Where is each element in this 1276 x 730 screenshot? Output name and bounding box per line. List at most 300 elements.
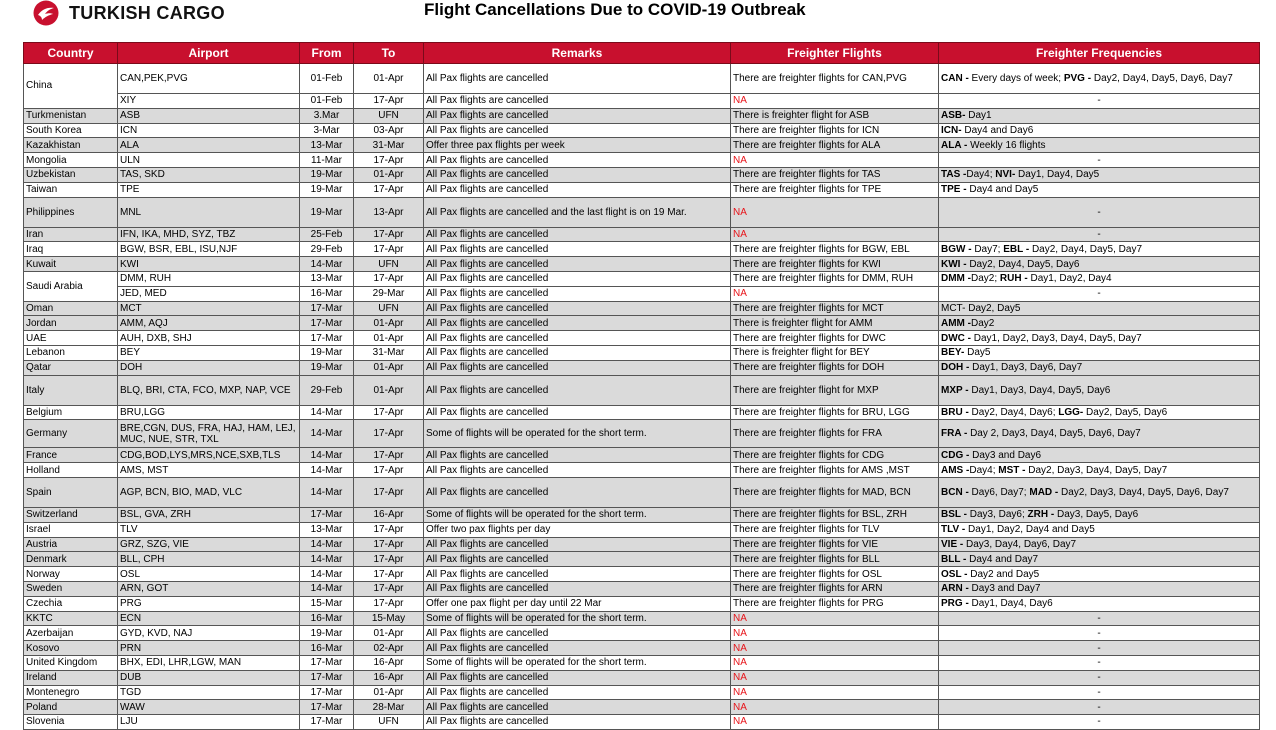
freighter-frequencies-cell <box>939 567 1260 582</box>
remarks-cell: Some of flights will be operated for the short term. <box>424 611 731 626</box>
airport-code-label: CAN - <box>941 73 969 84</box>
from-cell: 19-Mar <box>300 626 354 641</box>
from-cell: 14-Mar <box>300 552 354 567</box>
country-cell: Kazakhistan <box>24 138 118 153</box>
freighter-flights-cell: There are freighter flights for TPE <box>731 182 939 197</box>
airport-code-label: MAD - <box>1029 486 1059 498</box>
to-cell: 17-Apr <box>354 153 424 168</box>
to-cell: 01-Apr <box>354 360 424 375</box>
table-header-row <box>24 43 1260 64</box>
country-cell: Uzbekistan <box>24 167 118 182</box>
airport-cell: PRG <box>118 596 300 611</box>
remarks-cell: All Pax flights are cancelled <box>424 537 731 552</box>
to-cell: 17-Apr <box>354 271 424 286</box>
freighter-flights-cell: NA <box>731 685 939 700</box>
airport-code-label: RUH - <box>999 273 1028 285</box>
airport-cell: TGD <box>118 685 300 700</box>
freighter-frequencies-cell <box>939 581 1260 596</box>
to-cell: 29-Mar <box>354 286 424 301</box>
freighter-frequencies-cell <box>939 108 1260 123</box>
remarks-cell: All Pax flights are cancelled <box>424 331 731 346</box>
freighter-flights-cell: NA <box>731 670 939 685</box>
column-header-remarks: Remarks <box>424 43 731 64</box>
turkish-airlines-bird-icon <box>33 0 59 26</box>
to-cell: 16-Apr <box>354 670 424 685</box>
table-row <box>24 477 1260 507</box>
country-cell: China <box>24 64 118 109</box>
freighter-frequencies-cell: - <box>939 611 1260 626</box>
to-cell: 17-Apr <box>354 596 424 611</box>
airport-cell: ARN, GOT <box>118 581 300 596</box>
airport-cell: TAS, SKD <box>118 167 300 182</box>
freighter-flights-cell: There are freighter flights for MAD, BCN <box>731 477 939 507</box>
frequency-text: Day4 and Day5 <box>966 184 1039 196</box>
freighter-frequencies-cell <box>939 182 1260 197</box>
table-row <box>24 507 1260 522</box>
country-cell: Kosovo <box>24 641 118 656</box>
airport-code-label: BCN - <box>941 486 969 498</box>
to-cell: 17-Apr <box>354 242 424 257</box>
frequency-text: Day1, Day4, Day6 <box>968 598 1053 610</box>
country-cell: Germany <box>24 420 118 448</box>
airport-cell: LJU <box>118 715 300 730</box>
freighter-flights-cell: There are freighter flight for MXP <box>731 375 939 405</box>
remarks-cell: All Pax flights are cancelled <box>424 286 731 301</box>
table-row <box>24 375 1260 405</box>
remarks-cell: All Pax flights are cancelled <box>424 641 731 656</box>
freighter-frequencies-cell <box>939 331 1260 346</box>
frequency-text: Day6, Day7; <box>968 486 1030 498</box>
freighter-frequencies-cell <box>939 477 1260 507</box>
airport-cell: AMM, AQJ <box>118 316 300 331</box>
freighter-frequencies-cell: - <box>939 700 1260 715</box>
turkish-cargo-logo <box>33 0 225 26</box>
airport-code-label: DMM - <box>941 273 971 285</box>
table-row <box>24 700 1260 715</box>
freighter-flights-cell: NA <box>731 227 939 242</box>
airport-code-label: OSL - <box>941 568 968 580</box>
country-cell: Taiwan <box>24 182 118 197</box>
country-cell: Norway <box>24 567 118 582</box>
airport-code-label: MST - <box>998 464 1026 476</box>
freighter-frequencies-cell <box>939 301 1260 316</box>
freighter-flights-cell: There is freighter flight for AMM <box>731 316 939 331</box>
airport-code-label: KWI - <box>941 258 967 270</box>
frequency-text: Day3, Day4, Day6, Day7 <box>963 538 1077 550</box>
remarks-cell: All Pax flights are cancelled <box>424 463 731 478</box>
frequency-text: Day4 and Day6 <box>961 124 1034 136</box>
column-header-to: To <box>354 43 424 64</box>
remarks-cell: All Pax flights are cancelled <box>424 167 731 182</box>
frequency-text: Day2, Day5, Day6 <box>1083 406 1168 418</box>
table-row <box>24 138 1260 153</box>
from-cell: 17-Mar <box>300 700 354 715</box>
table-row <box>24 670 1260 685</box>
remarks-cell: All Pax flights are cancelled <box>424 301 731 316</box>
airport-code-label: ASB- <box>941 110 966 122</box>
table-body <box>24 64 1260 730</box>
to-cell: UFN <box>354 108 424 123</box>
column-header-freighter-flights: Freighter Flights <box>731 43 939 64</box>
to-cell: 03-Apr <box>354 123 424 138</box>
airport-cell: OSL <box>118 567 300 582</box>
table-row <box>24 626 1260 641</box>
frequency-text: Day1, Day2, Day3, Day4, Day5, Day7 <box>971 332 1142 344</box>
freighter-flights-cell: There are freighter flights for DMM, RUH <box>731 271 939 286</box>
frequency-text: MCT- Day2, Day5 <box>941 302 1021 314</box>
remarks-cell: All Pax flights are cancelled <box>424 64 731 94</box>
freighter-frequencies-cell: - <box>939 153 1260 168</box>
to-cell: 31-Mar <box>354 345 424 360</box>
table-row <box>24 331 1260 346</box>
freighter-frequencies-cell <box>939 463 1260 478</box>
to-cell: 02-Apr <box>354 641 424 656</box>
freighter-flights-cell: NA <box>731 94 939 109</box>
airport-cell: IFN, IKA, MHD, SYZ, TBZ <box>118 227 300 242</box>
country-cell: UAE <box>24 331 118 346</box>
remarks-cell: All Pax flights are cancelled <box>424 108 731 123</box>
to-cell: 17-Apr <box>354 94 424 109</box>
country-cell: Holland <box>24 463 118 478</box>
airport-code-label: ALA - <box>941 139 968 151</box>
frequency-text: Day4; <box>969 464 999 476</box>
airport-cell: ULN <box>118 153 300 168</box>
country-cell: Sweden <box>24 581 118 596</box>
freighter-frequencies-cell <box>939 375 1260 405</box>
column-header-freighter-frequencies: Freighter Frequencies <box>939 43 1260 64</box>
airport-cell: MNL <box>118 197 300 227</box>
from-cell: 16-Mar <box>300 641 354 656</box>
from-cell: 14-Mar <box>300 477 354 507</box>
from-cell: 14-Mar <box>300 448 354 463</box>
frequency-text: Day1 <box>965 110 992 122</box>
table-row <box>24 316 1260 331</box>
airport-code-label: TAS - <box>941 169 967 181</box>
country-cell: United Kingdom <box>24 655 118 670</box>
remarks-cell: All Pax flights are cancelled <box>424 345 731 360</box>
table-row <box>24 537 1260 552</box>
freighter-frequencies-cell <box>939 242 1260 257</box>
remarks-cell: All Pax flights are cancelled and the last flight is on 19 Mar. <box>424 197 731 227</box>
freighter-frequencies-cell <box>939 537 1260 552</box>
from-cell: 16-Mar <box>300 611 354 626</box>
to-cell: 01-Apr <box>354 331 424 346</box>
airport-code-label: BGW - <box>941 243 972 255</box>
airport-code-label: AMM - <box>941 317 971 329</box>
to-cell: 31-Mar <box>354 138 424 153</box>
airport-cell: DMM, RUH <box>118 271 300 286</box>
freighter-frequencies-cell <box>939 271 1260 286</box>
frequency-text: Day2, Day4, Day6; <box>968 406 1059 418</box>
from-cell: 01-Feb <box>300 64 354 94</box>
freighter-frequencies-cell <box>939 420 1260 448</box>
from-cell: 17-Mar <box>300 507 354 522</box>
frequency-text: Day2, Day3, Day4, Day5, Day6, Day7 <box>1058 486 1229 498</box>
frequency-text: Day3 and Day7 <box>968 583 1041 595</box>
airport-code-label: PRG - <box>941 598 969 610</box>
frequency-text: Day4; <box>966 169 996 181</box>
cancellations-table <box>23 42 1260 730</box>
airport-cell: GRZ, SZG, VIE <box>118 537 300 552</box>
table-row <box>24 405 1260 420</box>
country-cell: Iran <box>24 227 118 242</box>
airport-cell: DOH <box>118 360 300 375</box>
table-row <box>24 345 1260 360</box>
to-cell: 17-Apr <box>354 552 424 567</box>
table-row <box>24 463 1260 478</box>
country-cell: Poland <box>24 700 118 715</box>
to-cell: 01-Apr <box>354 316 424 331</box>
remarks-cell: Some of flights will be operated for the short term. <box>424 507 731 522</box>
table-row <box>24 567 1260 582</box>
airport-cell: AUH, DXB, SHJ <box>118 331 300 346</box>
table-row <box>24 420 1260 448</box>
table-row <box>24 685 1260 700</box>
to-cell: UFN <box>354 301 424 316</box>
remarks-cell: All Pax flights are cancelled <box>424 360 731 375</box>
to-cell: 01-Apr <box>354 626 424 641</box>
airport-code-label: BLL - <box>941 553 967 565</box>
to-cell: 17-Apr <box>354 227 424 242</box>
airport-cell: TLV <box>118 522 300 537</box>
remarks-cell: All Pax flights are cancelled <box>424 685 731 700</box>
airport-cell: BEY <box>118 345 300 360</box>
from-cell: 3.Mar <box>300 108 354 123</box>
from-cell: 13-Mar <box>300 271 354 286</box>
from-cell: 11-Mar <box>300 153 354 168</box>
airport-code-label: VIE - <box>941 538 964 550</box>
table-row <box>24 655 1260 670</box>
from-cell: 14-Mar <box>300 463 354 478</box>
airport-code-label: ZRH - <box>1027 509 1055 521</box>
remarks-cell: All Pax flights are cancelled <box>424 257 731 272</box>
table-row <box>24 242 1260 257</box>
frequency-text: Day2, Day3, Day4, Day5, Day7 <box>1025 464 1168 476</box>
freighter-frequencies-cell: - <box>939 715 1260 730</box>
frequency-text: Day1, Day4, Day5 <box>1015 169 1100 181</box>
freighter-frequencies-cell: - <box>939 655 1260 670</box>
freighter-flights-cell: There are freighter flights for TLV <box>731 522 939 537</box>
country-cell: Oman <box>24 301 118 316</box>
from-cell: 17-Mar <box>300 331 354 346</box>
freighter-frequencies-cell <box>939 552 1260 567</box>
to-cell: 17-Apr <box>354 405 424 420</box>
airport-cell: WAW <box>118 700 300 715</box>
from-cell: 17-Mar <box>300 670 354 685</box>
freighter-frequencies-cell: - <box>939 227 1260 242</box>
from-cell: 17-Mar <box>300 685 354 700</box>
remarks-cell: All Pax flights are cancelled <box>424 182 731 197</box>
airport-cell: KWI <box>118 257 300 272</box>
table-row <box>24 301 1260 316</box>
logo-text: TURKISH CARGO <box>69 2 225 23</box>
frequency-text: Day1, Day3, Day4, Day5, Day6 <box>968 384 1111 396</box>
freighter-flights-cell: There are freighter flights for VIE <box>731 537 939 552</box>
country-cell: Qatar <box>24 360 118 375</box>
from-cell: 13-Mar <box>300 522 354 537</box>
country-cell: Italy <box>24 375 118 405</box>
freighter-flights-cell: NA <box>731 153 939 168</box>
freighter-frequencies-cell: - <box>939 94 1260 109</box>
to-cell: 17-Apr <box>354 567 424 582</box>
from-cell: 14-Mar <box>300 405 354 420</box>
frequency-text: Every days of week; <box>968 73 1064 84</box>
freighter-frequencies-cell: - <box>939 197 1260 227</box>
country-cell: Ireland <box>24 670 118 685</box>
airport-cell: TPE <box>118 182 300 197</box>
remarks-cell: Offer three pax flights per week <box>424 138 731 153</box>
frequency-text: Day1, Day2, Day4 and Day5 <box>965 524 1095 536</box>
airport-code-label: BSL - <box>941 509 967 521</box>
table-row <box>24 641 1260 656</box>
freighter-flights-cell: There are freighter flights for BLL <box>731 552 939 567</box>
freighter-flights-cell: There are freighter flights for ARN <box>731 581 939 596</box>
to-cell: 28-Mar <box>354 700 424 715</box>
freighter-flights-cell: There are freighter flights for DWC <box>731 331 939 346</box>
frequency-text: Day3 and Day6 <box>969 449 1042 461</box>
airport-cell: AMS, MST <box>118 463 300 478</box>
from-cell: 16-Mar <box>300 286 354 301</box>
frequency-text: Day2 <box>971 317 995 329</box>
to-cell: 15-May <box>354 611 424 626</box>
freighter-frequencies-cell <box>939 167 1260 182</box>
freighter-flights-cell: There are freighter flights for TAS <box>731 167 939 182</box>
table-row <box>24 271 1260 286</box>
column-header-airport: Airport <box>118 43 300 64</box>
freighter-flights-cell: NA <box>731 641 939 656</box>
remarks-cell: Some of flights will be operated for the short term. <box>424 420 731 448</box>
to-cell: 17-Apr <box>354 581 424 596</box>
to-cell: 13-Apr <box>354 197 424 227</box>
freighter-flights-cell: There are freighter flights for OSL <box>731 567 939 582</box>
airport-cell: GYD, KVD, NAJ <box>118 626 300 641</box>
airport-cell: JED, MED <box>118 286 300 301</box>
remarks-cell: Offer one pax flight per day until 22 Mar <box>424 596 731 611</box>
frequency-text: Day 2, Day3, Day4, Day5, Day6, Day7 <box>967 428 1141 440</box>
frequency-text: Day1, Day3, Day6, Day7 <box>969 362 1083 374</box>
remarks-cell: Offer two pax flights per day <box>424 522 731 537</box>
freighter-flights-cell: There are freighter flights for MCT <box>731 301 939 316</box>
freighter-flights-cell: NA <box>731 197 939 227</box>
remarks-cell: All Pax flights are cancelled <box>424 316 731 331</box>
remarks-cell: All Pax flights are cancelled <box>424 242 731 257</box>
from-cell: 01-Feb <box>300 94 354 109</box>
to-cell: 17-Apr <box>354 463 424 478</box>
to-cell: 17-Apr <box>354 420 424 448</box>
freighter-flights-cell: NA <box>731 611 939 626</box>
frequency-text: Day2, Day4, Day5, Day7 <box>1029 243 1142 255</box>
airport-cell: PRN <box>118 641 300 656</box>
airport-code-label: BRU - <box>941 406 969 418</box>
from-cell: 17-Mar <box>300 715 354 730</box>
from-cell: 13-Mar <box>300 138 354 153</box>
remarks-cell: All Pax flights are cancelled <box>424 567 731 582</box>
to-cell: 01-Apr <box>354 375 424 405</box>
remarks-cell: All Pax flights are cancelled <box>424 271 731 286</box>
country-cell: Kuwait <box>24 257 118 272</box>
airport-cell: AGP, BCN, BIO, MAD, VLC <box>118 477 300 507</box>
table-row <box>24 123 1260 138</box>
from-cell: 19-Mar <box>300 182 354 197</box>
table-row <box>24 94 1260 109</box>
airport-code-label: MXP - <box>941 384 969 396</box>
remarks-cell: All Pax flights are cancelled <box>424 94 731 109</box>
airport-code-label: ARN - <box>941 583 969 595</box>
table-row <box>24 108 1260 123</box>
freighter-flights-cell: NA <box>731 700 939 715</box>
country-cell: Switzerland <box>24 507 118 522</box>
freighter-frequencies-cell: - <box>939 685 1260 700</box>
to-cell: 01-Apr <box>354 167 424 182</box>
table-row <box>24 197 1260 227</box>
from-cell: 25-Feb <box>300 227 354 242</box>
table-row <box>24 286 1260 301</box>
airport-code-label: LGG- <box>1058 406 1084 418</box>
table-row <box>24 64 1260 94</box>
airport-cell: BGW, BSR, EBL, ISU,NJF <box>118 242 300 257</box>
freighter-flights-cell: There are freighter flights for ALA <box>731 138 939 153</box>
remarks-cell: All Pax flights are cancelled <box>424 715 731 730</box>
country-cell: Lebanon <box>24 345 118 360</box>
freighter-flights-cell: There are freighter flights for FRA <box>731 420 939 448</box>
freighter-flights-cell: There are freighter flights for BSL, ZRH <box>731 507 939 522</box>
freighter-frequencies-cell <box>939 596 1260 611</box>
table-row <box>24 167 1260 182</box>
country-cell: Israel <box>24 522 118 537</box>
to-cell: 17-Apr <box>354 477 424 507</box>
to-cell: 16-Apr <box>354 655 424 670</box>
freighter-frequencies-cell: - <box>939 670 1260 685</box>
frequency-text: Day7; <box>971 243 1004 255</box>
airport-code-label: NVI- <box>995 169 1016 181</box>
from-cell: 17-Mar <box>300 655 354 670</box>
to-cell: 01-Apr <box>354 64 424 94</box>
from-cell: 19-Mar <box>300 197 354 227</box>
freighter-frequencies-cell <box>939 345 1260 360</box>
country-cell: Philippines <box>24 197 118 227</box>
airport-code-label: EBL - <box>1003 243 1030 255</box>
remarks-cell: All Pax flights are cancelled <box>424 626 731 641</box>
frequency-text: Day4 and Day7 <box>966 553 1039 565</box>
from-cell: 14-Mar <box>300 537 354 552</box>
airport-cell: DUB <box>118 670 300 685</box>
country-cell: South Korea <box>24 123 118 138</box>
airport-cell: ICN <box>118 123 300 138</box>
table-row <box>24 581 1260 596</box>
freighter-flights-cell: There are freighter flights for BRU, LGG <box>731 405 939 420</box>
to-cell: 17-Apr <box>354 522 424 537</box>
remarks-cell: All Pax flights are cancelled <box>424 375 731 405</box>
country-cell: Turkmenistan <box>24 108 118 123</box>
country-cell: Azerbaijan <box>24 626 118 641</box>
remarks-cell: All Pax flights are cancelled <box>424 153 731 168</box>
airport-cell: MCT <box>118 301 300 316</box>
country-cell: Saudi Arabia <box>24 271 118 301</box>
from-cell: 19-Mar <box>300 167 354 182</box>
country-cell: France <box>24 448 118 463</box>
airport-cell: BHX, EDI, LHR,LGW, MAN <box>118 655 300 670</box>
from-cell: 29-Feb <box>300 375 354 405</box>
frequency-text: Day3, Day6; <box>966 509 1028 521</box>
freighter-flights-cell: NA <box>731 655 939 670</box>
airport-cell: ALA <box>118 138 300 153</box>
country-cell: Spain <box>24 477 118 507</box>
to-cell: 16-Apr <box>354 507 424 522</box>
remarks-cell: All Pax flights are cancelled <box>424 670 731 685</box>
freighter-flights-cell: There are freighter flights for CDG <box>731 448 939 463</box>
from-cell: 3-Mar <box>300 123 354 138</box>
freighter-flights-cell: There is freighter flight for BEY <box>731 345 939 360</box>
